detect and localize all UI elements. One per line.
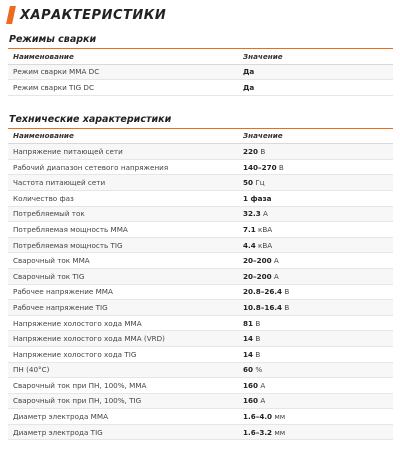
spec-name: Напряжение холостого хода MMA <box>8 315 238 331</box>
spec-value: 160 <box>243 380 259 390</box>
spec-value-cell <box>238 393 393 409</box>
table-header-row <box>8 49 393 64</box>
specifications-panel <box>0 2 400 450</box>
spec-value: 140–270 <box>243 162 277 172</box>
spec-value-cell <box>238 315 393 331</box>
heading-accent-bar <box>6 6 16 24</box>
spec-value: 220 <box>243 146 259 156</box>
spec-value: Да <box>243 67 255 77</box>
spec-unit: мм <box>274 427 286 437</box>
spec-value-cell <box>238 346 393 362</box>
table-row <box>8 424 393 440</box>
spec-name: Сварочный ток TIG <box>8 268 238 284</box>
table-header-row <box>8 129 393 144</box>
welding-modes-section <box>8 32 393 96</box>
table-row <box>8 268 393 284</box>
spec-value: 20–200 <box>243 271 272 281</box>
table-row <box>8 253 393 269</box>
spec-name: Режим сварки MMA DC <box>8 64 238 80</box>
spec-value-cell <box>238 362 393 378</box>
section-title-modes: Режимы сварки <box>8 32 393 49</box>
spec-name: Потребляемый ток <box>8 206 238 222</box>
spec-value-cell <box>238 424 393 440</box>
spec-name: Напряжение холостого хода MMA (VRD) <box>8 331 238 347</box>
spec-value-cell <box>238 237 393 253</box>
spec-unit: В <box>255 349 261 359</box>
spec-value: 32.3 <box>243 209 261 219</box>
spec-name: Количество фаз <box>8 190 238 206</box>
table-row <box>8 144 393 160</box>
section-title-tech: Технические характеристики <box>8 112 393 129</box>
spec-value-cell <box>238 222 393 238</box>
spec-unit: В <box>284 287 290 297</box>
spec-unit: А <box>273 271 279 281</box>
spec-name: Частота питающей сети <box>8 175 238 191</box>
spec-value: 60 <box>243 365 254 375</box>
spec-value-cell <box>238 190 393 206</box>
spec-name: Потребляемая мощность TIG <box>8 237 238 253</box>
table-row <box>8 315 393 331</box>
spec-value: 20.8–26.4 <box>243 287 283 297</box>
table-row <box>8 378 393 394</box>
spec-unit: В <box>284 302 290 312</box>
table-row <box>8 222 393 238</box>
spec-value: 50 <box>243 178 254 188</box>
welding-modes-table <box>8 49 393 96</box>
spec-unit: кВА <box>258 240 273 250</box>
table-row <box>8 159 393 175</box>
spec-name: Потребляемая мощность MMA <box>8 222 238 238</box>
spec-value: 4.4 <box>243 240 256 250</box>
table-row <box>8 175 393 191</box>
table-row <box>8 346 393 362</box>
spec-value-cell <box>238 409 393 425</box>
technical-specs-table <box>8 129 393 441</box>
spec-name: Рабочее напряжение MMA <box>8 284 238 300</box>
spec-name: Сварочный ток MMA <box>8 253 238 269</box>
spec-name: Режим сварки TIG DC <box>8 80 238 96</box>
spec-value: 20–200 <box>243 256 272 266</box>
spec-name: Напряжение холостого хода TIG <box>8 346 238 362</box>
specifications-heading <box>8 2 393 28</box>
spec-value: 160 <box>243 396 259 406</box>
spec-value: 1.6–3.2 <box>243 427 273 437</box>
table-row <box>8 393 393 409</box>
spec-name: Напряжение питающей сети <box>8 144 238 160</box>
spec-name: Рабочий диапазон сетевого напряжения <box>8 159 238 175</box>
spec-unit: кВА <box>258 224 273 234</box>
table-row <box>8 331 393 347</box>
column-header-name: Наименование <box>8 129 238 144</box>
column-header-value: Значение <box>238 49 393 64</box>
spec-unit: Гц <box>255 178 265 188</box>
spec-value: 10.8–16.4 <box>243 302 283 312</box>
spec-unit: В <box>278 162 284 172</box>
table-row <box>8 237 393 253</box>
spec-value-cell <box>238 378 393 394</box>
table-row <box>8 64 393 80</box>
table-row <box>8 206 393 222</box>
technical-specs-section <box>8 112 393 441</box>
spec-value: 14 <box>243 334 254 344</box>
spec-value-cell <box>238 206 393 222</box>
spec-name: Диаметр электрода MMA <box>8 409 238 425</box>
spec-value: 14 <box>243 349 254 359</box>
spec-value-cell <box>238 331 393 347</box>
spec-name: Диаметр электрода TIG <box>8 424 238 440</box>
spec-value: Да <box>243 82 255 92</box>
spec-value-cell <box>238 175 393 191</box>
spec-unit: А <box>263 209 268 219</box>
table-row <box>8 190 393 206</box>
spec-unit: В <box>260 146 266 156</box>
column-header-name: Наименование <box>8 49 238 64</box>
spec-value-cell <box>238 268 393 284</box>
spec-value-cell <box>238 64 393 80</box>
spec-value: 1 фаза <box>243 193 272 203</box>
spec-unit: В <box>255 334 261 344</box>
spec-value: 7.1 <box>243 224 256 234</box>
spec-value: 1.6–4.0 <box>243 412 273 422</box>
spec-name: Сварочный ток при ПН, 100%, MMA <box>8 378 238 394</box>
spec-name: Сварочный ток при ПН, 100%, TIG <box>8 393 238 409</box>
spec-unit: А <box>273 256 279 266</box>
spec-unit: % <box>255 365 263 375</box>
spec-unit: мм <box>274 412 286 422</box>
spec-unit: А <box>260 380 266 390</box>
table-row <box>8 284 393 300</box>
spec-value-cell <box>238 80 393 96</box>
table-row <box>8 362 393 378</box>
table-row <box>8 409 393 425</box>
page-title: ХАРАКТЕРИСТИКИ <box>20 7 167 23</box>
spec-value-cell <box>238 253 393 269</box>
spec-unit: В <box>255 318 261 328</box>
column-header-value: Значение <box>238 129 393 144</box>
spec-value-cell <box>238 144 393 160</box>
spec-name: ПН (40°C) <box>8 362 238 378</box>
spec-name: Рабочее напряжение TIG <box>8 300 238 316</box>
spec-value-cell <box>238 284 393 300</box>
table-row <box>8 80 393 96</box>
spec-value-cell <box>238 300 393 316</box>
spec-value-cell <box>238 159 393 175</box>
table-row <box>8 300 393 316</box>
spec-unit: А <box>260 396 266 406</box>
spec-value: 81 <box>243 318 254 328</box>
